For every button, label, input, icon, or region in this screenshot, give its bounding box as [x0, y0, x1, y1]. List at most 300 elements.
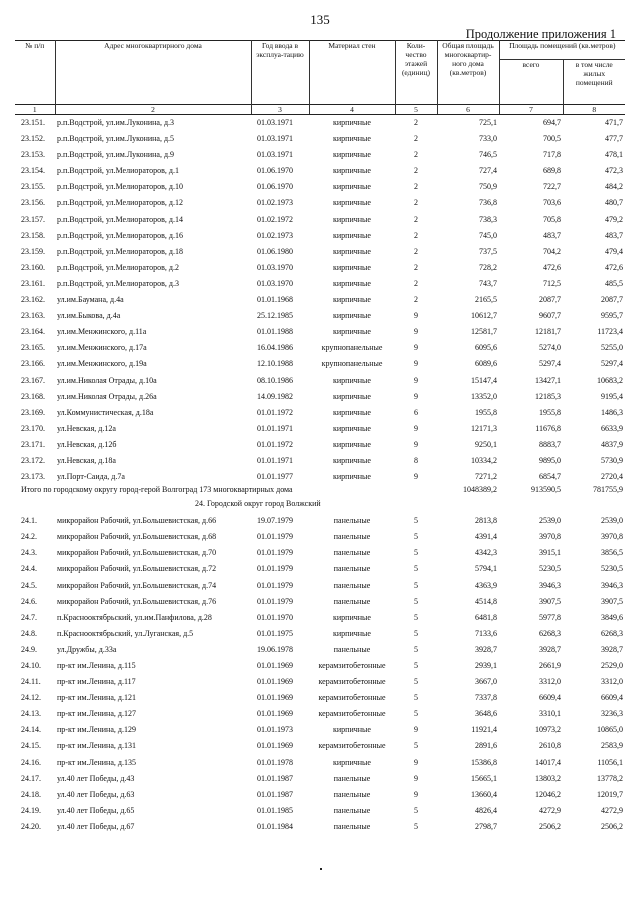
row-floors: 9 — [414, 725, 418, 735]
total-premises: 913590,5 — [531, 485, 561, 495]
row-address: микрорайон Рабочий, ул.Большевистская, д.70 — [57, 548, 217, 558]
row-premises-living: 11056,1 — [597, 757, 624, 767]
row-address: р.п.Водстрой, ул.Мелиораторов, д.2 — [57, 262, 179, 272]
row-address: пр-кт им.Ленина, д.117 — [57, 677, 136, 687]
row-premises-total: 5230,5 — [539, 564, 561, 574]
row-address: пр-кт им.Ленина, д.135 — [57, 757, 136, 767]
row-material: кирпичные — [333, 472, 371, 482]
header-material: Материал стен — [309, 41, 395, 105]
table-row — [15, 738, 625, 754]
row-floors: 6 — [414, 407, 418, 417]
row-floors: 5 — [414, 612, 418, 622]
row-year: 01.01.1988 — [257, 327, 293, 337]
row-premises-total: 6268,3 — [539, 628, 561, 638]
table-row — [15, 819, 625, 835]
row-premises-total: 705,8 — [543, 214, 561, 224]
row-address: ул.40 лет Победы, д.43 — [57, 773, 135, 783]
row-premises-total: 12046,2 — [535, 789, 561, 799]
row-material: панельные — [333, 564, 371, 574]
row-number: 24.11. — [21, 677, 41, 687]
row-premises-total: 2539,0 — [539, 516, 561, 526]
row-total-area: 728,2 — [479, 262, 497, 272]
row-floors: 2 — [414, 230, 418, 240]
row-premises-total: 12185,3 — [535, 391, 561, 401]
table-row — [15, 340, 625, 356]
total-area: 1048389,2 — [463, 485, 497, 495]
section-title: 24. Городской округ город Волжский — [195, 499, 321, 509]
row-number: 23.151. — [21, 118, 45, 127]
row-premises-living: 3236,3 — [601, 709, 624, 719]
row-total-area: 725,1 — [479, 118, 497, 127]
row-premises-living: 5730,9 — [601, 455, 624, 465]
row-total-area: 4342,3 — [475, 548, 497, 558]
row-floors: 5 — [414, 628, 418, 638]
row-number: 24.3. — [21, 548, 37, 558]
row-number: 23.167. — [21, 375, 45, 385]
row-address: р.п.Водстрой, ул.им.Луконина, д.9 — [57, 150, 175, 160]
row-material: панельные — [333, 789, 371, 799]
row-premises-total: 3915,1 — [539, 548, 561, 558]
row-premises-total: 689,8 — [543, 166, 561, 176]
row-address: микрорайон Рабочий, ул.Большевистская, д.68 — [57, 532, 217, 542]
row-premises-total: 5274,0 — [539, 343, 561, 353]
row-floors: 5 — [414, 805, 418, 815]
row-year: 19.07.1979 — [257, 516, 293, 526]
row-year: 01.01.1971 — [257, 455, 293, 465]
table-body — [15, 115, 625, 836]
table-row — [15, 212, 625, 228]
table-row — [15, 405, 625, 421]
table-row — [15, 755, 625, 771]
row-premises-living: 471,7 — [605, 118, 624, 127]
table-row — [15, 421, 625, 437]
header-premises-area: Площадь помещений (кв.метров) — [499, 41, 625, 60]
table-row — [15, 529, 625, 545]
row-premises-total: 2661,9 — [539, 661, 561, 670]
row-year: 16.04.1986 — [257, 343, 293, 353]
row-total-area: 4514,8 — [475, 596, 497, 606]
row-material: керамзитобетонные — [318, 677, 386, 687]
section-row — [15, 499, 625, 513]
row-number: 23.163. — [21, 311, 45, 321]
row-floors: 9 — [414, 757, 418, 767]
row-premises-total: 3907,5 — [539, 596, 561, 606]
row-premises-total: 4272,9 — [539, 805, 561, 815]
table-row — [15, 308, 625, 324]
row-year: 01.01.1973 — [257, 725, 293, 735]
row-address: р.п.Водстрой, ул.Мелиораторов, д.14 — [57, 214, 183, 224]
row-floors: 5 — [414, 661, 418, 670]
row-material: кирпичные — [333, 262, 371, 272]
row-premises-living: 480,7 — [605, 198, 624, 208]
row-year: 01.01.1969 — [257, 709, 293, 719]
row-floors: 9 — [414, 773, 418, 783]
row-material: кирпичные — [333, 166, 371, 176]
row-address: ул.им.Менжинского, д.19а — [57, 359, 147, 369]
row-number: 23.162. — [21, 295, 45, 305]
header-address: Адрес многоквартирного дома — [55, 41, 251, 105]
row-premises-living: 2087,7 — [601, 295, 624, 305]
row-material: панельные — [333, 532, 371, 542]
row-premises-living: 472,3 — [605, 166, 624, 176]
row-year: 01.01.1977 — [257, 472, 293, 482]
row-premises-living: 483,7 — [605, 230, 624, 240]
row-premises-total: 10973,2 — [535, 725, 561, 735]
row-premises-total: 717,8 — [543, 150, 561, 160]
row-number: 24.1. — [21, 516, 37, 526]
row-premises-total: 2610,8 — [539, 741, 561, 751]
row-material: панельные — [333, 580, 371, 590]
row-year: 01.01.1969 — [257, 677, 293, 687]
row-total-area: 15665,1 — [471, 773, 497, 783]
row-premises-living: 2583,9 — [601, 741, 624, 751]
row-total-area: 4363,9 — [475, 580, 497, 590]
row-total-area: 6089,6 — [475, 359, 497, 369]
row-material: кирпичные — [333, 246, 371, 256]
row-premises-living: 3312,0 — [601, 677, 624, 687]
row-floors: 9 — [414, 472, 418, 482]
row-premises-total: 2506,2 — [539, 821, 561, 831]
row-year: 01.01.1979 — [257, 548, 293, 558]
row-number: 23.170. — [21, 423, 45, 433]
row-address: пр-кт им.Ленина, д.121 — [57, 693, 136, 703]
table-row — [15, 260, 625, 276]
row-material: кирпичные — [333, 423, 371, 433]
row-premises-total: 694,7 — [543, 118, 561, 127]
row-premises-total: 11676,8 — [535, 423, 561, 433]
column-number: 8 — [563, 105, 625, 115]
row-number: 23.171. — [21, 439, 45, 449]
table-row — [15, 561, 625, 577]
table-row — [15, 453, 625, 469]
row-premises-total: 5297,4 — [539, 359, 561, 369]
row-address: ул.им.Менжинского, д.11а — [57, 327, 147, 337]
row-floors: 9 — [414, 375, 418, 385]
row-material: кирпичные — [333, 118, 371, 127]
table-row — [15, 131, 625, 147]
row-address: ул.им.Быкова, д.4а — [57, 311, 121, 321]
column-number: 5 — [395, 105, 437, 115]
row-total-area: 9250,1 — [475, 439, 497, 449]
row-number: 24.6. — [21, 596, 37, 606]
row-address: ул.Невская, д.12а — [57, 423, 116, 433]
row-number: 23.154. — [21, 166, 45, 176]
row-premises-total: 3946,3 — [539, 580, 561, 590]
row-number: 24.16. — [21, 757, 41, 767]
row-material: кирпичные — [333, 757, 371, 767]
row-material: керамзитобетонные — [318, 693, 386, 703]
row-floors: 2 — [414, 214, 418, 224]
row-floors: 2 — [414, 118, 418, 127]
row-number: 24.18. — [21, 789, 41, 799]
row-floors: 5 — [414, 821, 418, 831]
row-total-area: 737,5 — [479, 246, 497, 256]
row-number: 24.7. — [21, 612, 37, 622]
row-premises-living: 6633,9 — [601, 423, 624, 433]
header-premises-total: всего — [499, 60, 563, 105]
row-total-area: 13660,4 — [471, 789, 497, 799]
row-floors: 5 — [414, 564, 418, 574]
row-premises-living: 3928,7 — [601, 644, 624, 654]
row-address: р.п.Водстрой, ул.Мелиораторов, д.16 — [57, 230, 183, 240]
row-year: 12.10.1988 — [257, 359, 293, 369]
row-floors: 9 — [414, 327, 418, 337]
row-number: 23.157. — [21, 214, 45, 224]
row-number: 24.5. — [21, 580, 37, 590]
table-row — [15, 545, 625, 561]
row-material: панельные — [333, 821, 371, 831]
row-material: кирпичные — [333, 278, 371, 288]
row-premises-total: 14017,4 — [535, 757, 561, 767]
row-address: р.п.Водстрой, ул.им.Луконина, д.3 — [57, 118, 175, 127]
table-row — [15, 163, 625, 179]
table-row — [15, 642, 625, 658]
row-number: 24.17. — [21, 773, 41, 783]
row-premises-total: 9895,0 — [539, 455, 561, 465]
row-premises-living: 13778,2 — [597, 773, 624, 783]
row-premises-living: 479,2 — [605, 214, 624, 224]
row-year: 01.01.1975 — [257, 628, 293, 638]
row-total-area: 2813,8 — [475, 516, 497, 526]
row-address: п.Краснооктябрьский, ул.Луганская, д.5 — [57, 628, 194, 638]
row-year: 01.01.1978 — [257, 757, 293, 767]
row-number: 24.9. — [21, 644, 37, 654]
row-year: 01.03.1970 — [257, 262, 293, 272]
row-number: 23.155. — [21, 182, 45, 192]
column-numbers-row — [15, 105, 625, 115]
row-premises-total: 3970,8 — [539, 532, 561, 542]
column-number: 2 — [55, 105, 251, 115]
row-year: 01.01.1969 — [257, 741, 293, 751]
table-row — [15, 787, 625, 803]
row-year: 01.01.1968 — [257, 295, 293, 305]
row-number: 23.152. — [21, 134, 45, 144]
row-address: р.п.Водстрой, ул.Мелиораторов, д.3 — [57, 278, 179, 288]
row-address: р.п.Водстрой, ул.Мелиораторов, д.18 — [57, 246, 183, 256]
row-address: ул.Порт-Саида, д.7а — [57, 472, 125, 482]
row-material: панельные — [333, 644, 371, 654]
row-number: 23.173. — [21, 472, 45, 482]
total-living: 781755,9 — [593, 485, 624, 495]
row-number: 23.169. — [21, 407, 45, 417]
row-total-area: 7133,6 — [475, 628, 497, 638]
row-material: кирпичные — [333, 612, 371, 622]
row-premises-living: 478,1 — [605, 150, 624, 160]
row-total-area: 1955,8 — [475, 407, 497, 417]
row-premises-total: 13803,2 — [535, 773, 561, 783]
row-material: кирпичные — [333, 311, 371, 321]
row-premises-total: 13427,1 — [535, 375, 561, 385]
row-floors: 9 — [414, 311, 418, 321]
row-number: 23.164. — [21, 327, 45, 337]
row-year: 01.01.1979 — [257, 564, 293, 574]
row-number: 23.172. — [21, 455, 45, 465]
row-total-area: 5794,1 — [475, 564, 497, 574]
table-row — [15, 658, 625, 674]
row-material: кирпичные — [333, 230, 371, 240]
row-address: ул.им.Менжинского, д.17а — [57, 343, 147, 353]
row-floors: 2 — [414, 134, 418, 144]
header-floors: Коли-чество этажей (единиц) — [395, 41, 437, 105]
row-address: пр-кт им.Ленина, д.129 — [57, 725, 136, 735]
row-floors: 5 — [414, 709, 418, 719]
row-address: р.п.Водстрой, ул.Мелиораторов, д.1 — [57, 166, 179, 176]
row-premises-total: 9607,7 — [539, 311, 561, 321]
row-number: 24.13. — [21, 709, 41, 719]
row-material: панельные — [333, 773, 371, 783]
row-premises-living: 12019,7 — [597, 789, 624, 799]
row-total-area: 10334,2 — [471, 455, 497, 465]
row-material: крупнопанельные — [321, 359, 383, 369]
table-row — [15, 690, 625, 706]
row-premises-living: 1486,3 — [601, 407, 624, 417]
row-floors: 9 — [414, 359, 418, 369]
row-floors: 2 — [414, 166, 418, 176]
table-row — [15, 578, 625, 594]
row-total-area: 3928,7 — [475, 644, 497, 654]
row-year: 01.01.1984 — [257, 821, 293, 831]
row-address: р.п.Водстрой, ул.им.Луконина, д.5 — [57, 134, 175, 144]
total-label: Итого по городскому округу город-герой Волгоград 173 многоквартирных дома — [21, 485, 293, 495]
table-row — [15, 276, 625, 292]
row-address: ул.им.Николая Отрады, д.26а — [57, 391, 157, 401]
row-premises-total: 6609,4 — [539, 693, 561, 703]
row-total-area: 4826,4 — [475, 805, 497, 815]
row-floors: 9 — [414, 789, 418, 799]
row-number: 23.159. — [21, 246, 45, 256]
row-premises-living: 5297,4 — [601, 359, 624, 369]
row-material: кирпичные — [333, 198, 371, 208]
row-number: 24.19. — [21, 805, 41, 815]
row-address: пр-кт им.Ленина, д.131 — [57, 741, 136, 751]
row-address: ул.им.Николая Отрады, д.10а — [57, 375, 157, 385]
row-year: 14.09.1982 — [257, 391, 293, 401]
row-number: 23.160. — [21, 262, 45, 272]
row-year: 01.01.1970 — [257, 612, 293, 622]
table-row — [15, 610, 625, 626]
row-address: п.Краснооктябрьский, ул.им.Панфилова, д.28 — [57, 612, 212, 622]
row-year: 01.02.1973 — [257, 198, 293, 208]
row-address: микрорайон Рабочий, ул.Большевистская, д.74 — [57, 580, 217, 590]
row-premises-total: 1955,8 — [539, 407, 561, 417]
column-number: 7 — [499, 105, 563, 115]
table-row — [15, 179, 625, 195]
row-total-area: 4391,4 — [475, 532, 497, 542]
row-year: 01.01.1972 — [257, 439, 293, 449]
row-address: ул.Коммунистическая, д.18а — [57, 407, 154, 417]
column-number: 3 — [251, 105, 309, 115]
row-floors: 2 — [414, 262, 418, 272]
table-row — [15, 115, 625, 132]
row-total-area: 733,0 — [479, 134, 497, 144]
row-total-area: 2165,5 — [475, 295, 497, 305]
row-premises-living: 3946,3 — [601, 580, 624, 590]
row-address: ул.Невская, д.18а — [57, 455, 116, 465]
row-address: ул.40 лет Победы, д.65 — [57, 805, 135, 815]
table-row — [15, 356, 625, 372]
row-floors: 5 — [414, 741, 418, 751]
row-year: 08.10.1986 — [257, 375, 293, 385]
row-material: кирпичные — [333, 150, 371, 160]
table-row — [15, 195, 625, 211]
row-premises-total: 3312,0 — [539, 677, 561, 687]
row-total-area: 10612,7 — [471, 311, 497, 321]
row-address: микрорайон Рабочий, ул.Большевистская, д.76 — [57, 596, 217, 606]
row-premises-total: 712,5 — [543, 278, 561, 288]
row-address: пр-кт им.Ленина, д.127 — [57, 709, 136, 719]
row-total-area: 736,8 — [479, 198, 497, 208]
row-number: 23.166. — [21, 359, 45, 369]
row-premises-living: 10865,0 — [597, 725, 624, 735]
row-material: кирпичные — [333, 327, 371, 337]
total-row — [15, 485, 625, 499]
row-premises-total: 483,7 — [543, 230, 561, 240]
row-total-area: 13352,0 — [471, 391, 497, 401]
row-premises-living: 484,2 — [605, 182, 624, 192]
row-address: ул.Невская, д.12б — [57, 439, 117, 449]
row-year: 01.01.1979 — [257, 580, 293, 590]
row-floors: 2 — [414, 198, 418, 208]
row-number: 23.165. — [21, 343, 45, 353]
row-year: 01.01.1969 — [257, 661, 293, 670]
table-row — [15, 722, 625, 738]
row-material: кирпичные — [333, 375, 371, 385]
row-premises-living: 3849,6 — [601, 612, 624, 622]
row-number: 23.158. — [21, 230, 45, 240]
row-material: панельные — [333, 805, 371, 815]
table-row — [15, 373, 625, 389]
row-premises-living: 2720,4 — [601, 472, 624, 482]
row-premises-living: 5230,5 — [601, 564, 624, 574]
row-address: микрорайон Рабочий, ул.Большевистская, д.66 — [57, 516, 217, 526]
row-year: 01.01.1979 — [257, 596, 293, 606]
row-material: керамзитобетонные — [318, 661, 386, 670]
row-total-area: 11921,4 — [471, 725, 497, 735]
row-floors: 9 — [414, 391, 418, 401]
table-row — [15, 437, 625, 453]
table-row — [15, 594, 625, 610]
row-total-area: 15147,4 — [471, 375, 497, 385]
row-total-area: 12171,3 — [471, 423, 497, 433]
table-row — [15, 469, 625, 485]
header-total-area: Общая площадь многоквартир-ного дома (кв.метров) — [437, 41, 499, 105]
row-year: 01.03.1970 — [257, 278, 293, 288]
row-number: 24.4. — [21, 564, 37, 574]
table-row — [15, 706, 625, 722]
row-premises-total: 722,7 — [543, 182, 561, 192]
row-address: р.п.Водстрой, ул.Мелиораторов, д.10 — [57, 182, 183, 192]
row-address: ул.40 лет Победы, д.67 — [57, 821, 135, 831]
row-premises-living: 10683,2 — [597, 375, 624, 385]
row-premises-living: 2506,2 — [601, 821, 624, 831]
row-floors: 5 — [414, 596, 418, 606]
row-floors: 9 — [414, 439, 418, 449]
row-year: 01.06.1980 — [257, 246, 293, 256]
row-floors: 5 — [414, 644, 418, 654]
row-total-area: 750,9 — [479, 182, 497, 192]
row-premises-living: 4272,9 — [601, 805, 624, 815]
row-premises-living: 4837,9 — [601, 439, 624, 449]
row-floors: 2 — [414, 246, 418, 256]
row-premises-living: 2529,0 — [601, 661, 624, 670]
row-premises-living: 479,4 — [605, 246, 624, 256]
row-material: керамзитобетонные — [318, 709, 386, 719]
row-number: 24.15. — [21, 741, 41, 751]
row-premises-living: 485,5 — [605, 278, 624, 288]
row-premises-total: 3928,7 — [539, 644, 561, 654]
row-material: кирпичные — [333, 182, 371, 192]
row-premises-total: 472,6 — [543, 262, 561, 272]
